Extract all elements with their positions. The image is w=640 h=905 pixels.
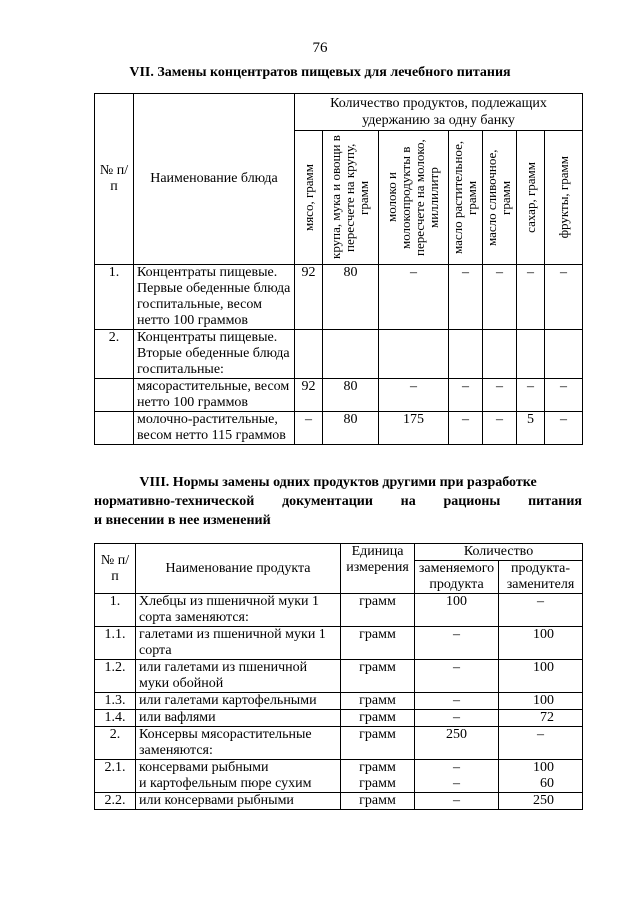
section8-title xyxy=(94,473,582,530)
row-name: Хлебцы из пшеничной муки 1 сорта заменяются: xyxy=(136,594,341,627)
cell: – xyxy=(449,265,483,330)
row-replaced: – xyxy=(415,793,499,810)
table-row xyxy=(95,265,583,330)
col-name-header: Наименование продукта xyxy=(136,544,341,594)
row-replaced-line: – xyxy=(453,760,460,775)
concentrates-table xyxy=(94,93,583,445)
row-name: или вафлями xyxy=(136,710,341,727)
row-unit: грамм xyxy=(341,793,415,810)
row-unit-line: грамм xyxy=(359,760,396,775)
table-row xyxy=(95,330,583,379)
row-replaced: – xyxy=(415,660,499,693)
col-num-header: № п/п xyxy=(95,544,136,594)
row-unit-line: грамм xyxy=(359,776,396,791)
section8-title-line3: и внесении в нее изменений xyxy=(94,513,271,528)
section8-title-line1: VIII. Нормы замены одних продуктов другими при разработке xyxy=(139,475,537,490)
table-row xyxy=(95,594,583,627)
cell: – xyxy=(545,265,583,330)
row-num: 2. xyxy=(95,330,134,379)
col-sugar: сахар, грамм xyxy=(522,162,538,233)
cell: 80 xyxy=(323,379,379,412)
row-replaced: – xyxy=(415,710,499,727)
row-replacer: 100 xyxy=(499,693,583,710)
row-unit: грамм xyxy=(341,627,415,660)
row-name: или галетами картофельными xyxy=(136,693,341,710)
row-num: 1. xyxy=(95,265,134,330)
row-name: или галетами из пшеничной муки обойной xyxy=(136,660,341,693)
row-replacer-line: 60 xyxy=(540,776,555,791)
row-num: 2.2. xyxy=(95,793,136,810)
table-row xyxy=(95,760,583,793)
col-unit-header: Единица измерения xyxy=(341,544,415,594)
cell: 80 xyxy=(323,412,379,445)
row-num: 1. xyxy=(95,594,136,627)
cell: 80 xyxy=(323,265,379,330)
row-replacer: 250 xyxy=(499,793,583,810)
table-row xyxy=(95,793,583,810)
section8-title-line2: нормативно-технической документации на рационы питания xyxy=(94,494,582,509)
col-cereal: крупа, мука и овощи в пересчете на крупу, грамм xyxy=(327,135,371,260)
row-name: Консервы мясорастительные заменяются: xyxy=(136,727,341,760)
row-num: 1.3. xyxy=(95,693,136,710)
cell: – xyxy=(517,265,545,330)
cell: 5 xyxy=(517,412,545,445)
cell: – xyxy=(483,379,517,412)
col-qty-header: Количество xyxy=(415,544,583,561)
cell: – xyxy=(545,412,583,445)
row-num: 1.4. xyxy=(95,710,136,727)
row-replacer xyxy=(499,760,583,793)
cell: – xyxy=(295,412,323,445)
row-replaced-line: – xyxy=(453,776,460,791)
row-unit: грамм xyxy=(341,727,415,760)
row-replacer: 100 xyxy=(499,627,583,660)
cell: – xyxy=(449,379,483,412)
row-name: мясорастительные, весом нетто 100 граммов xyxy=(134,379,295,412)
group-header: Количество продуктов, подлежащих удержанию за одну банку xyxy=(295,94,583,131)
table-row xyxy=(95,379,583,412)
col-milk: молоко и молокопродукты в пересчете на молоко, миллилитр xyxy=(383,139,441,256)
row-num: 1.2. xyxy=(95,660,136,693)
row-replacer: 72 xyxy=(499,710,583,727)
row-name-line: консервами рыбными xyxy=(139,760,269,775)
cell: – xyxy=(483,265,517,330)
col-meat: мясо, грамм xyxy=(300,163,316,232)
row-name: галетами из пшеничной муки 1 сорта xyxy=(136,627,341,660)
row-replacer: 100 xyxy=(499,660,583,693)
row-num: 2.1. xyxy=(95,760,136,793)
row-unit: грамм xyxy=(341,594,415,627)
col-veg-oil: масло растительное, грамм xyxy=(449,140,479,255)
row-replaced: 250 xyxy=(415,727,499,760)
table-row xyxy=(95,412,583,445)
section7-title: VII. Замены концентратов пищевых для лечебного питания xyxy=(129,65,511,80)
cell: – xyxy=(449,412,483,445)
row-unit: грамм xyxy=(341,660,415,693)
table-row xyxy=(95,660,583,693)
cell: 92 xyxy=(295,265,323,330)
row-name: Концентраты пищевые. Первые обеденные блюда госпитальные, весом нетто 100 граммов xyxy=(134,265,295,330)
col-fruit: фрукты, грамм xyxy=(555,156,571,239)
row-replaced xyxy=(415,760,499,793)
col-replaced-header: заменяемого продукта xyxy=(415,561,499,594)
col-name-header: Наименование блюда xyxy=(134,94,295,265)
cell: 175 xyxy=(379,412,449,445)
row-name: Концентраты пищевые. Вторые обеденные блюда госпитальные: xyxy=(134,330,295,379)
cell: – xyxy=(379,379,449,412)
row-unit xyxy=(341,760,415,793)
cell: – xyxy=(545,379,583,412)
row-name: или консервами рыбными xyxy=(136,793,341,810)
replacement-table xyxy=(94,543,583,810)
col-num-header: № п/п xyxy=(95,94,134,265)
row-unit: грамм xyxy=(341,693,415,710)
row-replaced: – xyxy=(415,693,499,710)
table-row xyxy=(95,710,583,727)
row-name-line: и картофельным пюре сухим xyxy=(139,776,312,791)
table-row xyxy=(95,627,583,660)
row-num: 2. xyxy=(95,727,136,760)
table-row xyxy=(95,727,583,760)
page-number: 76 xyxy=(312,40,328,56)
cell: – xyxy=(379,265,449,330)
cell: – xyxy=(517,379,545,412)
col-butter: масло сливочное, грамм xyxy=(483,149,513,246)
row-name: молочно-растительные, весом нетто 115 граммов xyxy=(134,412,295,445)
row-replaced: 100 xyxy=(415,594,499,627)
table-row xyxy=(95,693,583,710)
row-replaced: – xyxy=(415,627,499,660)
row-num: 1.1. xyxy=(95,627,136,660)
cell: 92 xyxy=(295,379,323,412)
row-replacer: – xyxy=(499,727,583,760)
cell: – xyxy=(483,412,517,445)
row-replacer: – xyxy=(499,594,583,627)
row-replacer-line: 100 xyxy=(533,760,555,775)
row-name xyxy=(136,760,341,793)
col-replacer-header: продукта-заменителя xyxy=(499,561,583,594)
row-unit: грамм xyxy=(341,710,415,727)
